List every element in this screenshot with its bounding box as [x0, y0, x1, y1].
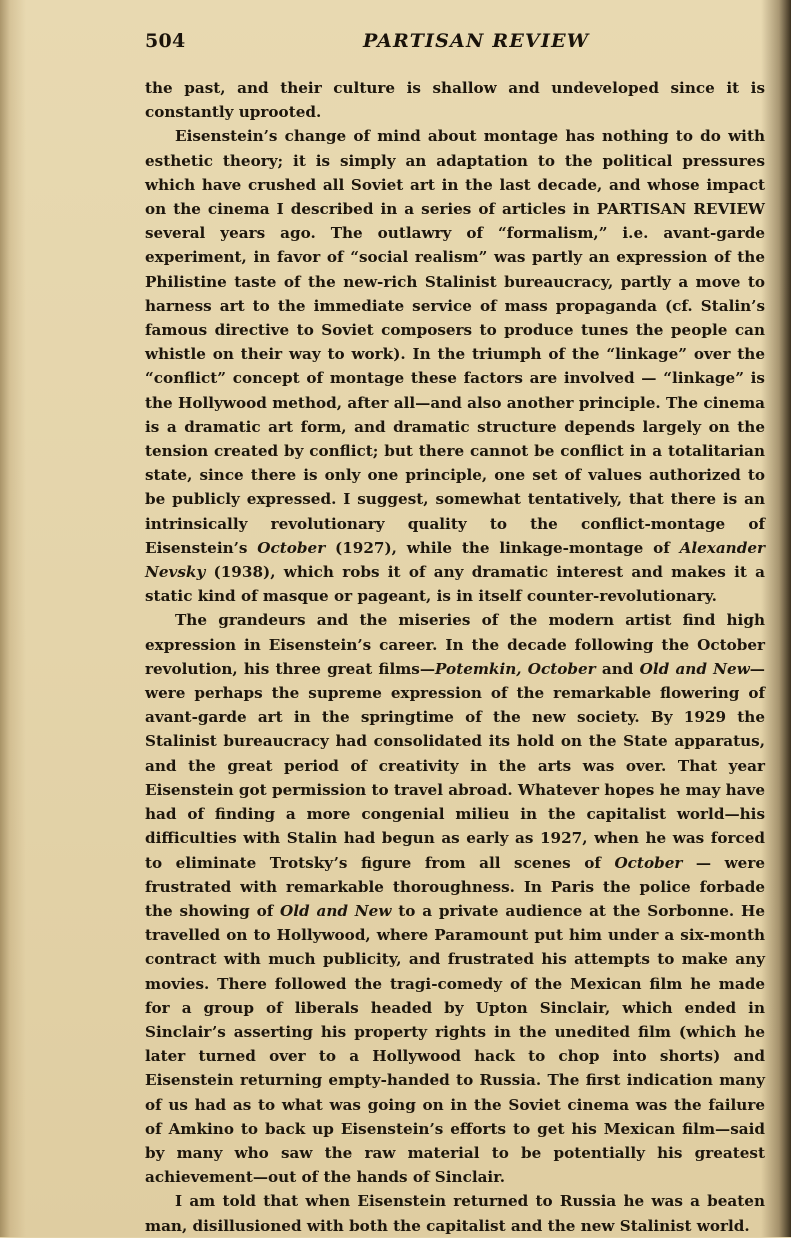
italic-title: Alexander Nevsky [145, 538, 765, 582]
text-run: I am told that when Eisenstein returned to Russia he was a beaten man, disillusioned with both the capitalist and the new Stalinist world. [145, 1192, 765, 1235]
text-run: The grandeurs and the miseries of the modern artist find high expression in Eisenstein’s career. In the decade following the October revolution, his three great films— [145, 611, 765, 678]
text-run: (1938), which robs it of any dramatic interest and makes it a static kind of masque or pageant, is in itself counter-revolutionary. [145, 563, 765, 606]
running-head: PARTISAN REVIEW [363, 30, 590, 52]
body-text [145, 76, 765, 1238]
italic-title: October [527, 659, 596, 678]
page-header [145, 30, 765, 58]
italic-title: October [614, 853, 683, 872]
italic-title: Potemkin, [435, 659, 522, 678]
italic-title: October [257, 538, 326, 557]
text-run: — were frustrated with remarkable thoroughness. In Paris the police forbade the showing of [145, 853, 765, 920]
paragraph [145, 76, 765, 124]
text-run: the past, and their culture is shallow and undeveloped since it is constantly uprooted. [145, 79, 765, 122]
text-run: to a private audience at the Sorbonne. He travelled on to Hollywood, where Paramount put him under a six-month contract with much publicity, and frustrated his attempts to make any movies. There followed the tragi-comedy of the Mexican film he made for a group of liberals headed by Upton Sinclair, which ended in Sinclair’s asserting his property rights in the unedited film (which he later turned over to a Hollywood hack to chop into shorts) and Eisenstein returning empty-handed to Russia. The first indication many of us had as to what was going on in the Soviet cinema was the failure of Amkino to back up Eisenstein’s efforts to get his Mexican film—said by many who saw the raw material to be potentially his greatest achievement—out of the hands of Sinclair. [145, 901, 765, 1187]
italic-title: Old and New [280, 901, 392, 920]
text-run: and [595, 659, 640, 678]
text-run: Eisenstein’s change of mind about montage has nothing to do with esthetic theory; it is simply an adaptation to the political pressures which have crushed all Soviet art in the last decade, and whose impact on the cinema I described in a series of articles in PARTISAN REVIEW several years ago. The outlawry of “formalism,” i.e. avant-garde experiment, in favor of “social realism” was partly an expression of the Philistine taste of the new-rich Stalinist bureaucracy, partly a move to harness art to the immediate service of mass propaganda (cf. Stalin’s famous directive to Soviet composers to produce tunes the people can whistle on their way to work). In the triumph of the “linkage” over the “conflict” concept of montage these factors are involved — “linkage” is the Hollywood method, after all—and also another principle. The cinema is a dramatic art form, and dramatic structure depends largely on the tension created by conflict; but there cannot be conflict in a totalitarian state, since there is only one principle, one set of values authorized to be publicly expressed. I suggest, somewhat tentatively, that there is an intrinsically revolutionary quality to the conflict-montage of Eisenstein’s [145, 127, 765, 557]
paragraph [145, 1189, 765, 1237]
text-run: (1927), while the linkage-montage of [325, 538, 680, 557]
text-run: — were perhaps the supreme expression of the remarkable flowering of avant-garde art in the springtime of the new society. By 1929 the Stalinist bureaucracy had consolidated its hold on the State apparatus, and the great period of creativity in the arts was over. That year Eisenstein got permission to travel abroad. Whatever hopes he may have had of finding a more congenial milieu in the capitalist world—his difficulties with Stalin had begun as early as 1927, when he was forced to eliminate Trotsky’s figure from all scenes of [145, 659, 765, 872]
italic-title: Old and New [639, 659, 750, 678]
page-number: 504 [145, 30, 186, 52]
paragraph [145, 608, 765, 1189]
paragraph [145, 124, 765, 608]
